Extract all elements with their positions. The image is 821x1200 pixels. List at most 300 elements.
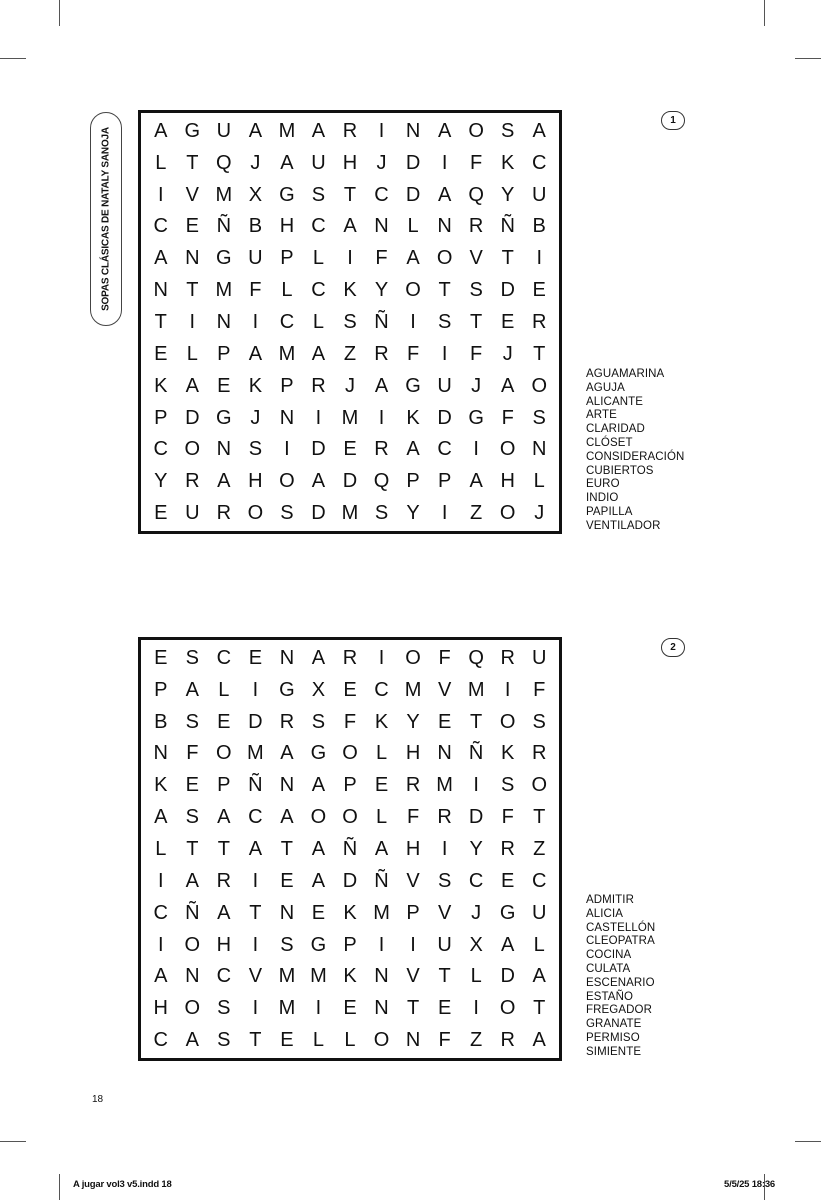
grid-letter: L [186,342,198,365]
grid-letter: G [184,119,201,142]
grid-letter: L [312,310,325,333]
grid-letter: I [252,933,259,956]
grid-letter: R [500,837,515,860]
word-list-item: PAPILLA [586,505,633,518]
grid-letter: O [184,933,201,956]
grid-letter: Ñ [374,310,389,333]
grid-letter: A [154,965,168,988]
footer-file-name: A jugar vol3 v5.indd 18 [73,1179,172,1190]
word-list-1 [586,368,684,534]
grid-letter: C [216,646,232,669]
grid-letter: A [311,869,326,892]
grid-letter: V [248,965,263,988]
grid-letter: U [216,119,232,142]
grid-letter: O [499,710,516,733]
grid-letter: F [406,806,420,829]
grid-letter: F [375,247,388,270]
word-list-item: ESCENARIO [586,976,655,989]
grid-letter: A [532,965,546,988]
grid-letter: Ñ [468,742,484,765]
grid-letter: N [185,965,200,988]
grid-letter: A [154,119,168,142]
word-list-item: ESTAÑO [586,990,634,1003]
grid-letter: C [532,151,547,174]
grid-letter: E [185,215,199,238]
grid-letter: L [375,806,388,829]
grid-letter: N [279,646,295,669]
grid-letter: Y [154,470,168,493]
grid-letter: A [185,678,199,701]
grid-letter: A [311,774,326,797]
grid-letter: R [279,710,295,733]
grid-letter: T [186,151,199,174]
grid-letter: O [184,997,201,1020]
grid-letter: Ñ [185,901,200,924]
word-list-item: ARTE [586,409,617,422]
grid-letter: U [437,933,452,956]
grid-letter: I [441,837,448,860]
grid-letter: F [438,1029,451,1052]
grid-letter: A [501,933,515,956]
grid-letter: S [185,646,199,669]
grid-letter: T [186,279,199,302]
grid-letter: C [437,438,452,461]
word-search-grid-1 [138,110,562,534]
grid-letter: S [280,502,294,525]
grid-letter: R [311,374,326,397]
crop-mark [795,58,821,59]
grid-letter: F [249,279,262,302]
grid-letter: D [500,279,515,302]
grid-letter: O [342,742,358,765]
grid-letter: Y [406,502,420,525]
grid-letter: J [344,374,355,397]
grid-letter: C [279,310,295,333]
grid-letter: G [216,247,232,270]
grid-letter: Q [216,151,232,174]
grid-letter: H [216,933,232,956]
grid-letter: G [405,374,421,397]
grid-letter: O [405,646,421,669]
grid-letter: E [217,374,231,397]
grid-letter: E [501,869,515,892]
grid-letter: U [185,502,200,525]
grid-letter: L [344,1029,356,1052]
grid-letter: P [154,678,168,701]
grid-letter: L [155,837,167,860]
word-list-item: COCINA [586,949,632,962]
word-list-item: CLÓSET [586,436,633,449]
grid-letter: E [343,997,357,1020]
grid-letter: N [153,279,168,302]
grid-letter: E [501,310,515,333]
grid-letter: S [532,710,546,733]
grid-letter: U [532,183,547,206]
grid-letter: P [280,374,294,397]
word-list-item: AGUJA [586,381,625,394]
grid-letter: C [311,215,326,238]
grid-letter: I [410,310,416,333]
grid-letter: Ñ [216,215,232,238]
grid-letter: K [154,774,168,797]
grid-letter: M [436,774,453,797]
grid-letter: M [467,678,485,701]
grid-letter: S [437,310,452,333]
puzzle-number-badge: 1 [661,111,685,130]
grid-letter: P [343,933,357,956]
grid-letter: M [404,678,422,701]
grid-letter: O [499,438,516,461]
grid-letter: Ñ [342,837,358,860]
grid-letter: K [154,374,168,397]
grid-letter: O [436,247,453,270]
grid-letter: K [374,710,389,733]
grid-letter: Y [501,183,515,206]
grid-letter: O [216,742,232,765]
crop-mark [764,0,765,26]
grid-letter: A [280,806,294,829]
grid-letter: R [342,646,358,669]
grid-letter: Z [533,837,546,860]
grid-letter: I [378,119,385,142]
grid-letter: Y [406,710,420,733]
grid-letter: K [501,151,515,174]
grid-letter: S [280,933,294,956]
grid-letter: G [279,183,295,206]
grid-letter: V [406,869,420,892]
grid-letter: O [373,1029,390,1052]
grid-letter: M [341,406,359,429]
grid-letter: I [157,869,164,892]
grid-letter: S [437,869,452,892]
grid-letter: N [216,438,232,461]
grid-letter: V [437,678,452,701]
grid-letter: R [405,774,421,797]
grid-letter: C [374,183,389,206]
grid-letter: K [343,901,357,924]
grid-letter: C [311,279,326,302]
crop-mark [59,1174,60,1200]
grid-letter: A [311,646,326,669]
grid-letter: A [154,247,168,270]
grid-letter: R [185,470,200,493]
grid-letter: K [501,742,515,765]
grid-letter: A [311,837,326,860]
word-list-item: INDIO [586,492,619,505]
word-list-item: VENTILADOR [586,519,661,532]
grid-letter: H [153,997,168,1020]
grid-letter: A [501,374,515,397]
grid-letter: H [342,151,358,174]
grid-letter: F [470,151,483,174]
grid-letter: I [441,502,448,525]
grid-letter: N [153,742,168,765]
grid-letter: M [341,502,359,525]
grid-letter: C [216,965,232,988]
grid-letter: N [216,310,232,333]
word-list-item: ALICANTE [586,395,644,408]
grid-letter: T [438,965,451,988]
grid-letter: L [281,279,293,302]
grid-letter: C [153,438,168,461]
grid-letter: A [532,1029,546,1052]
grid-letter: G [216,406,232,429]
grid-letter: Q [373,470,390,493]
grid-letter: J [502,342,513,365]
grid-letter: U [532,646,547,669]
grid-letter: R [216,502,232,525]
grid-letter: D [311,438,326,461]
grid-letter: B [154,710,168,733]
word-list-item: CLARIDAD [586,423,645,436]
grid-letter: A [311,342,326,365]
grid-letter: M [278,119,296,142]
grid-letter: C [153,1029,168,1052]
grid-letter: P [217,342,231,365]
grid-letter: C [153,215,168,238]
word-list-item: PERMISO [586,1031,640,1044]
grid-letter: N [532,438,547,461]
grid-letter: M [310,965,327,988]
grid-letter: A [311,119,326,142]
grid-letter: S [217,1029,231,1052]
grid-letter: L [218,678,230,701]
grid-letter: E [280,869,294,892]
grid-letter: N [437,742,452,765]
grid-letter: I [504,678,511,701]
grid-letter: D [405,183,421,206]
word-list-item: CULATA [586,962,631,975]
grid-letter: X [248,183,263,206]
grid-letter: R [500,1029,515,1052]
grid-letter: L [533,470,545,493]
word-list-item: ALICIA [586,907,624,920]
grid-letter: I [441,151,448,174]
grid-letter: R [374,438,389,461]
word-list-item: AGUAMARINA [586,368,665,380]
grid-letter: P [437,470,452,493]
grid-letter: N [279,406,295,429]
grid-letter: S [532,406,546,429]
grid-letter: T [438,279,451,302]
grid-letter: Y [469,837,483,860]
grid-letter: E [374,774,389,797]
grid-letter: H [405,837,421,860]
grid-letter: T [501,247,514,270]
grid-letter: O [531,374,547,397]
grid-letter: V [406,965,420,988]
grid-letter: Ñ [248,774,263,797]
grid-letter: T [249,901,262,924]
grid-letter: H [405,742,421,765]
grid-letter: S [217,997,231,1020]
word-list-item: ADMITIR [586,894,634,906]
grid-letter: A [217,901,231,924]
grid-letter: C [468,869,484,892]
grid-letter: D [405,151,421,174]
crop-mark [0,1141,26,1142]
grid-letter: R [342,119,358,142]
grid-letter: E [343,438,357,461]
grid-letter: T [533,806,546,829]
grid-letter: S [501,119,515,142]
grid-letter: M [373,901,390,924]
grid-letter: O [310,806,327,829]
grid-letter: S [185,806,199,829]
grid-letter: I [410,933,416,956]
grid-letter: T [217,837,230,860]
grid-letter: J [250,406,261,429]
grid-letter: Ñ [500,215,515,238]
grid-letter: N [374,965,389,988]
grid-letter: G [499,901,516,924]
grid-letter: E [248,646,263,669]
grid-letter: O [468,119,484,142]
grid-letter: S [374,502,389,525]
grid-letter: D [248,710,263,733]
grid-letter: N [405,1029,421,1052]
grid-letter: D [468,806,484,829]
grid-letter: S [311,710,326,733]
grid-letter: U [248,247,263,270]
grid-letter: A [469,470,483,493]
grid-letter: A [406,438,420,461]
grid-letter: R [437,806,452,829]
grid-letter: J [376,151,387,174]
puzzle-number-badge: 2 [661,638,685,657]
grid-letter: R [374,342,389,365]
grid-letter: E [532,279,546,302]
grid-letter: O [247,502,264,525]
grid-letter: T [533,997,546,1020]
grid-letter: I [441,342,448,365]
grid-letter: P [280,247,294,270]
grid-letter: Z [470,502,483,525]
grid-letter: N [437,215,452,238]
grid-letter: N [374,215,389,238]
grid-letter: I [378,646,385,669]
word-list-item: SIMIENTE [586,1045,642,1058]
grid-letter: I [347,247,353,270]
word-search-grid-2 [138,637,562,1061]
book-side-label [90,112,122,326]
grid-letter: L [375,742,388,765]
grid-letter: I [473,438,479,461]
grid-letter: A [343,215,357,238]
grid-letter: I [473,997,479,1020]
grid-letter: E [217,710,231,733]
grid-letter: Z [470,1029,483,1052]
word-list-item: EURO [586,478,620,491]
word-list-item: CLEOPATRA [586,935,655,948]
grid-letter: E [154,646,168,669]
grid-letter: J [471,901,482,924]
grid-letter: U [532,901,547,924]
grid-letter: O [342,806,358,829]
grid-letter: H [248,470,263,493]
grid-letter: H [500,470,515,493]
grid-letter: O [499,997,516,1020]
grid-letter: R [532,742,547,765]
grid-letter: I [252,310,259,333]
grid-letter: I [378,933,385,956]
grid-letter: C [374,678,389,701]
grid-letter: T [406,997,420,1020]
word-list-item: CASTELLÓN [586,921,656,934]
grid-letter: D [185,406,200,429]
grid-letter: A [248,837,263,860]
grid-letter: C [248,806,263,829]
grid-letter: A [374,374,389,397]
grid-letter: S [501,774,515,797]
grid-letter: E [343,678,357,701]
grid-letter: O [405,279,421,302]
grid-letter: T [343,183,357,206]
grid-letter: T [186,837,199,860]
grid-letter: G [310,933,327,956]
grid-letter: I [252,678,259,701]
grid-letter: E [311,901,326,924]
grid-letter: A [217,806,231,829]
grid-letter: G [279,678,295,701]
grid-letter: A [437,183,452,206]
grid-letter: F [533,678,546,701]
grid-letter: S [311,183,326,206]
grid-letter: P [343,774,357,797]
grid-letter: A [185,869,199,892]
grid-letter: D [342,869,358,892]
grid-letter: T [249,1029,262,1052]
grid-letter: A [185,374,199,397]
grid-letter: M [215,183,233,206]
grid-letter: K [248,374,263,397]
grid-letter: U [437,374,452,397]
grid-letter: D [342,470,358,493]
grid-letter: A [374,837,389,860]
grid-letter: Q [468,646,484,669]
grid-letter: E [154,502,168,525]
grid-letter: N [279,774,295,797]
grid-letter: P [406,470,420,493]
grid-letter: I [378,406,385,429]
grid-letter: E [154,342,168,365]
grid-letter: K [343,279,357,302]
word-list-item: FREGADOR [586,1004,652,1017]
word-list-item: CONSIDERACIÓN [586,450,685,463]
grid-letter: I [157,183,164,206]
grid-letter: P [154,406,168,429]
grid-letter: M [247,742,264,765]
grid-letter: E [437,710,452,733]
grid-letter: N [405,119,421,142]
grid-letter: S [185,710,199,733]
grid-letter: O [531,774,547,797]
grid-letter: L [407,215,419,238]
grid-letter: J [250,151,261,174]
grid-letter: L [312,247,325,270]
grid-letter: E [437,997,452,1020]
grid-letter: A [185,1029,199,1052]
grid-letter: N [374,997,389,1020]
grid-letter: N [279,901,295,924]
word-list-item: GRANATE [586,1018,642,1031]
grid-letter: D [500,965,515,988]
grid-letter: L [533,933,545,956]
grid-letter: S [343,310,357,333]
grid-letter: I [315,406,322,429]
grid-letter: L [312,1029,325,1052]
grid-letter: V [469,247,483,270]
